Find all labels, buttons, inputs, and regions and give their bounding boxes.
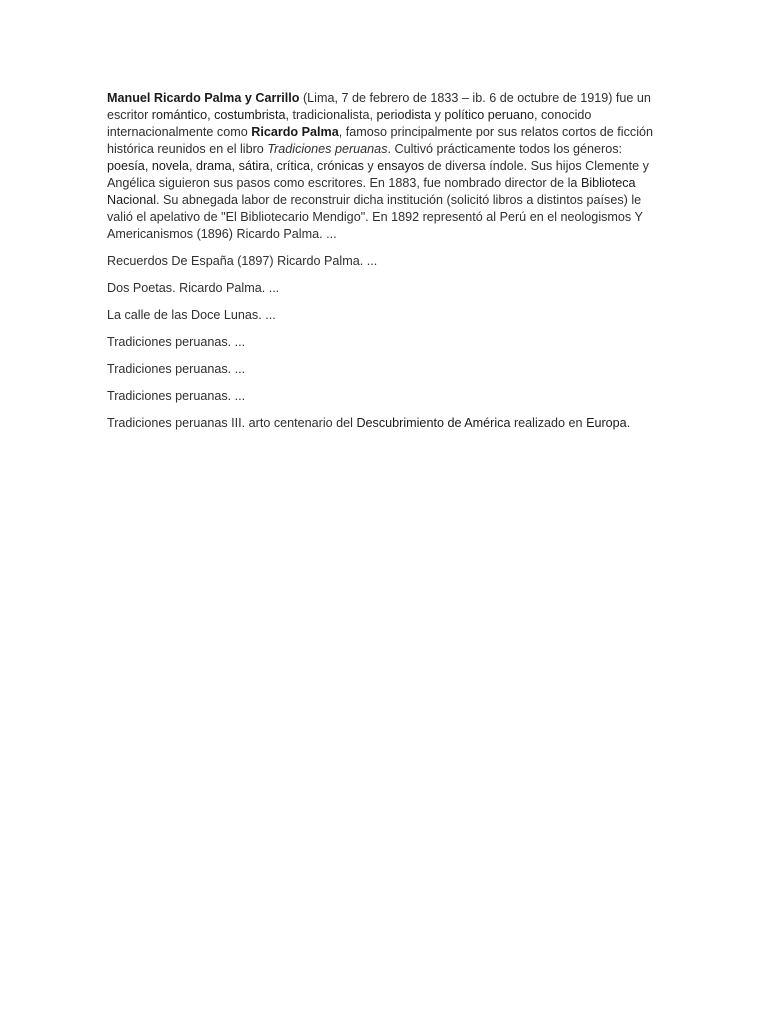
intro-text: de diversa índole. Sus hijos Clemente y Angélica siguieron sus pasos como escritores. En 1883, fue nombrado director de la xyxy=(107,159,649,190)
link-critica[interactable]: crítica xyxy=(276,159,311,173)
document-body xyxy=(107,90,663,442)
intro-text: . Su abnegada labor de reconstruir dicha institución (solicitó libros a distintos países) le valió el apelativo de "El Bibliotecario Mendigo". En 1892 representó al Perú en el neologismos Y Americanismos (1896) Ricardo Palma. ... xyxy=(107,193,643,241)
intro-text: . Cultivó prácticamente todos los géneros: xyxy=(387,142,623,156)
list-item: Tradiciones peruanas. ... xyxy=(107,335,246,349)
intro-text: , xyxy=(231,159,239,173)
link-romantico[interactable]: romántico xyxy=(151,108,208,122)
intro-text: , xyxy=(207,108,215,122)
intro-text: (Lima, 7 de febrero de 1833 – ib. 6 de octubre de 1919) fue un escritor xyxy=(107,91,651,122)
intro-text: , xyxy=(144,159,152,173)
book-title: Tradiciones peruanas xyxy=(267,142,388,156)
intro-paragraph xyxy=(107,90,663,243)
list-item: Tradiciones peruanas. ... xyxy=(107,362,246,376)
link-cronicas[interactable]: crónicas xyxy=(317,159,364,173)
author-full-name: Manuel Ricardo Palma y Carrillo xyxy=(107,91,300,105)
intro-text: , famoso principalmente por sus relatos cortos de ficción histórica reunidos en el libro xyxy=(107,125,654,156)
link-ensayos[interactable]: ensayos xyxy=(377,159,425,173)
link-descubrimiento-de-america[interactable]: Descubrimiento de América xyxy=(356,416,511,430)
link-periodista[interactable]: periodista xyxy=(376,108,432,122)
link-biblioteca-nacional[interactable]: Biblioteca Nacional xyxy=(107,176,636,207)
list-item: Tradiciones peruanas. ... xyxy=(107,389,246,403)
intro-text: , tradicionalista, xyxy=(285,108,377,122)
link-costumbrista[interactable]: costumbrista xyxy=(214,108,286,122)
intro-text: , conocido internacionalmente como xyxy=(107,108,592,139)
last-paragraph xyxy=(107,415,663,432)
intro-text: , xyxy=(269,159,277,173)
link-peruano[interactable]: peruano xyxy=(487,108,535,122)
list-item: Recuerdos De España (1897) Ricardo Palma. ... xyxy=(107,254,378,268)
intro-text: y xyxy=(431,108,445,122)
last-text: . xyxy=(626,416,631,430)
link-poesia[interactable]: poesía xyxy=(107,159,145,173)
link-europa[interactable]: Europa xyxy=(586,416,627,430)
list-item: La calle de las Doce Lunas. ... xyxy=(107,308,276,322)
link-novela[interactable]: novela xyxy=(151,159,189,173)
link-politico[interactable]: político xyxy=(444,108,485,122)
last-text: Tradiciones peruanas III. arto centenario del xyxy=(107,416,357,430)
link-drama[interactable]: drama xyxy=(195,159,232,173)
intro-text: , xyxy=(310,159,318,173)
intro-text: y xyxy=(363,159,378,173)
link-satira[interactable]: sátira xyxy=(238,159,270,173)
last-text: realizado en xyxy=(510,416,587,430)
author-alias: Ricardo Palma xyxy=(251,125,339,139)
list-item: Dos Poetas. Ricardo Palma. ... xyxy=(107,281,280,295)
intro-text: , xyxy=(188,159,196,173)
